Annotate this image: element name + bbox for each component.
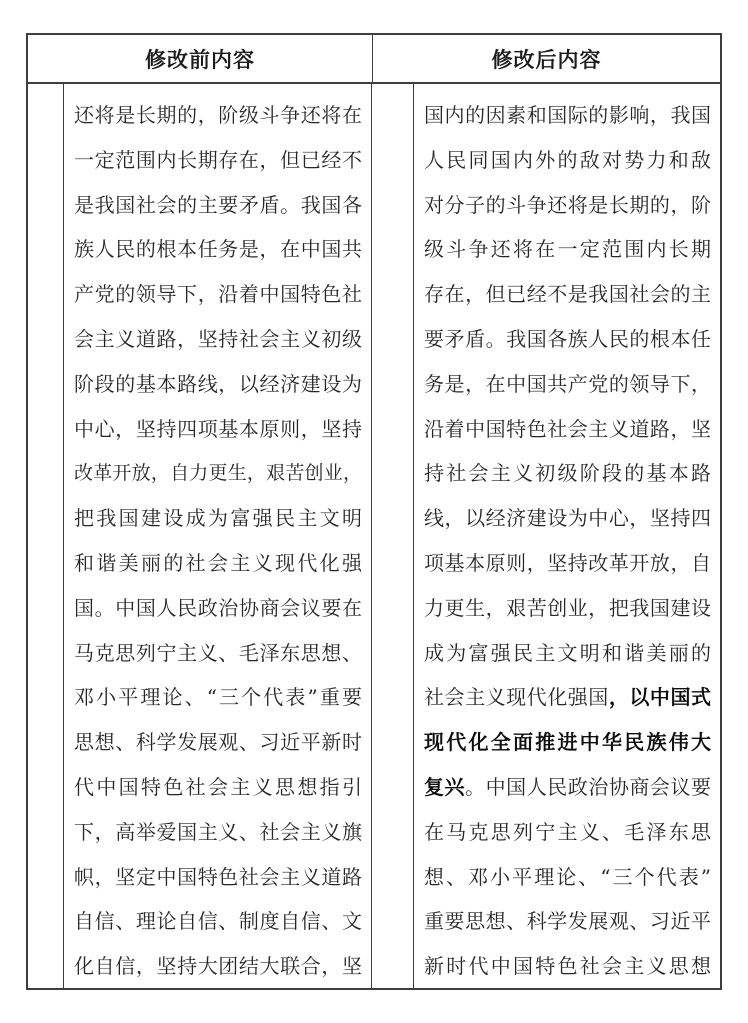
text-segment: 代中国特色社会主义思想指引 (74, 774, 362, 799)
text-segment: 沿着中国特色社会主义道路，坚 (424, 416, 711, 441)
text-segment: 要矛盾。我国各族人民的根本任 (424, 326, 711, 351)
text-line (424, 227, 711, 272)
row-number-cell-before (28, 84, 64, 988)
text-segment: 国内的因素和国际的影响，我国 (424, 103, 711, 127)
text-line (424, 586, 711, 631)
text-line (74, 675, 362, 720)
text-segment: 新时代中国特色社会主义思想 (424, 954, 711, 979)
inserted-text-segment: ，以中国式 (608, 685, 712, 710)
text-line (74, 944, 362, 988)
text-segment: 持社会主义初级阶段的基本路 (424, 461, 711, 486)
text-line (74, 451, 362, 496)
text-line (74, 93, 362, 138)
text-line (424, 944, 711, 988)
text-line (424, 631, 711, 676)
text-line (424, 855, 711, 900)
text-segment: 下，高举爱国主义、社会主义旗 (74, 819, 362, 844)
text-segment: 力更生，艰苦创业，把我国建设 (424, 595, 711, 620)
text-segment: 阶段的基本路线，以经济建设为 (74, 371, 362, 396)
text-segment: 思想、科学发展观、习近平新时 (74, 730, 362, 755)
text-line (74, 138, 362, 183)
header-cell-before (28, 35, 373, 82)
text-segment: 改革开放，自力更生，艰苦创业， (74, 462, 362, 485)
text-line (74, 272, 362, 317)
text-line (74, 317, 362, 362)
text-segment: 化自信，坚持大团结大联合，坚 (74, 954, 362, 979)
text-line (74, 855, 362, 900)
text-segment: 存在，但已经不是我国社会的主 (424, 282, 711, 307)
text-line (74, 362, 362, 407)
text-line (424, 362, 711, 407)
text-segment: 自信、理论自信、制度自信、文 (74, 909, 362, 934)
text-segment: 会主义道路，坚持社会主义初级 (74, 326, 362, 351)
table-body-row (28, 84, 720, 988)
text-line (424, 765, 711, 810)
text-line (74, 407, 362, 452)
text-line (424, 496, 711, 541)
text-segment: 对分子的斗争还将是长期的，阶 (424, 192, 711, 217)
text-line (74, 720, 362, 765)
inserted-text-segment: 复兴 (424, 774, 466, 799)
text-segment: 线，以经济建设为中心，坚持四 (424, 506, 711, 531)
text-segment: 成为富强民主文明和谐美丽的 (424, 640, 711, 665)
text-segment: 。中国人民政治协商会议要 (465, 774, 712, 799)
text-segment: 中心，坚持四项基本原则，坚持 (74, 416, 362, 441)
text-line (424, 317, 711, 362)
text-line (424, 183, 711, 228)
row-number-cell-after (372, 84, 414, 988)
text-line (424, 720, 711, 765)
text-segment: 级斗争还将在一定范围内长期 (424, 237, 711, 262)
text-segment: 产党的领导下，沿着中国特色社 (74, 282, 362, 307)
text-segment: 人民同国内外的敌对势力和敌 (424, 147, 711, 172)
text-segment: 和谐美丽的社会主义现代化强 (74, 550, 362, 575)
text-segment: 一定范围内长期存在，但已经不 (74, 147, 362, 172)
revision-comparison-table (26, 33, 722, 990)
text-segment: 把我国建设成为富强民主文明 (74, 506, 362, 531)
text-line (74, 586, 362, 631)
text-segment: 在马克思列宁主义、毛泽东思 (424, 819, 711, 844)
text-line (74, 899, 362, 944)
inserted-text-segment: 现代化全面推进中华民族伟大 (424, 730, 711, 755)
text-line (74, 631, 362, 676)
text-segment: 国。中国人民政治协商会议要在 (74, 595, 362, 620)
text-segment: 重要思想、科学发展观、习近平 (424, 909, 711, 934)
text-line (424, 675, 711, 720)
text-line (424, 810, 711, 855)
text-segment: 帜，坚定中国特色社会主义道路 (74, 864, 362, 889)
text-line (424, 138, 711, 183)
text-segment: 社会主义现代化强国 (424, 685, 609, 710)
text-segment: 还将是长期的，阶级斗争还将在 (74, 103, 362, 127)
header-cell-after (373, 35, 720, 82)
text-line (424, 451, 711, 496)
before-content-cell (64, 84, 372, 988)
text-segment: 马克思列宁主义、毛泽东思想、 (74, 640, 362, 665)
text-line (74, 496, 362, 541)
text-segment: 项基本原则，坚持改革开放，自 (424, 550, 711, 575)
text-line (74, 183, 362, 228)
text-line (74, 810, 362, 855)
header-before-label: 修改前内容 (145, 47, 255, 72)
table-header-row (28, 35, 720, 84)
text-segment: 想、邓小平理论、“三个代表” (424, 864, 711, 889)
text-line (424, 272, 711, 317)
text-line (424, 93, 711, 138)
text-segment: 族人民的根本任务是，在中国共 (74, 237, 362, 262)
text-line (74, 227, 362, 272)
text-segment: 是我国社会的主要矛盾。我国各 (74, 192, 362, 217)
text-line (424, 541, 711, 586)
text-segment: 邓小平理论、“三个代表”重要 (74, 685, 362, 710)
text-segment: 务是，在中国共产党的领导下， (424, 371, 711, 396)
text-line (424, 407, 711, 452)
text-line (74, 541, 362, 586)
header-after-label: 修改后内容 (491, 47, 602, 72)
text-line (74, 765, 362, 810)
after-content-cell (414, 84, 720, 988)
text-line (424, 899, 711, 944)
